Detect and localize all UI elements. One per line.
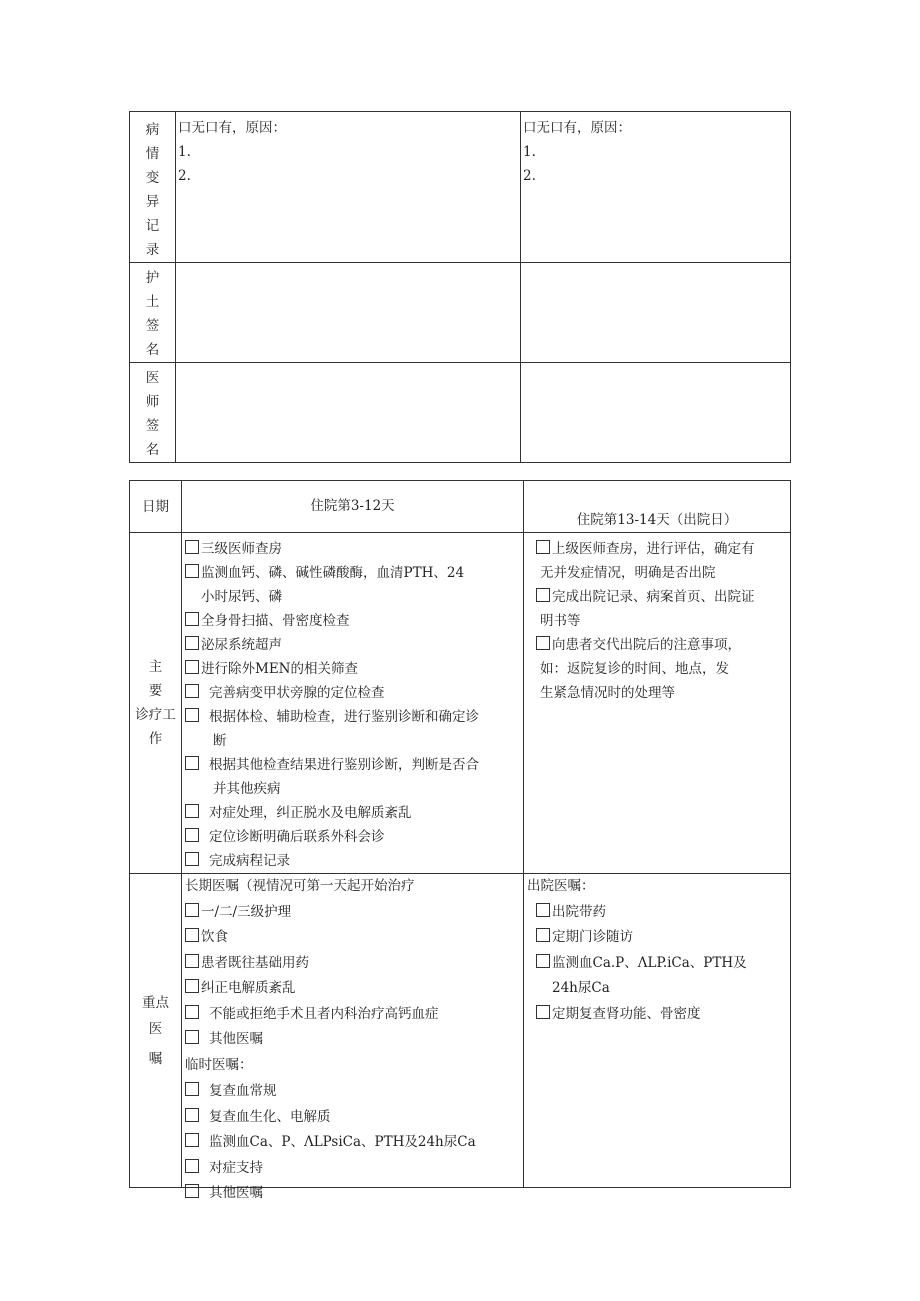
order-text: 定期门诊随访 [552, 929, 633, 945]
order-text-continuation: 24h尿Ca [552, 980, 610, 996]
checkbox-icon[interactable] [536, 540, 550, 554]
task-text: 三级医师查房 [201, 541, 282, 557]
task-text: 根据其他检查结果进行鉴别诊断，判断是否合 [209, 757, 479, 773]
checkbox-icon[interactable] [185, 1108, 199, 1122]
clinical-pathway-table [129, 480, 791, 1201]
variance-reason-2[interactable]: 2. [523, 168, 536, 184]
orders-col2 [524, 874, 791, 1188]
label-char: 嘱 [148, 1050, 163, 1067]
temporary-orders-heading: 临时医嘱： [185, 1056, 253, 1073]
task-text-continuation: 如：返院复诊的时间、地点，发 [540, 661, 729, 677]
order-item[interactable] [185, 1181, 521, 1207]
order-text: 其他医嘱 [209, 1031, 263, 1047]
order-item[interactable] [527, 1002, 788, 1028]
task-text: 向患者交代出院后的注意事项， [552, 637, 741, 653]
label-char: 重点 [142, 994, 169, 1011]
variance-cell-col1[interactable] [176, 112, 521, 263]
order-text: 监测血Ca.P、ΛLP.iCa、PTH及 [552, 954, 747, 971]
main-work-label [130, 533, 182, 874]
label-char: 师 [145, 394, 160, 410]
order-text: 患者既往基础用药 [201, 954, 309, 971]
col2-header: 住院第13-14天（出院日） [524, 481, 791, 533]
main-work-col2 [524, 533, 791, 874]
order-text: 纠正电解质紊乱 [201, 980, 296, 996]
order-text: 不能或拒绝手术且者内科治疗高钙血症 [209, 1005, 439, 1022]
task-text: 完成病程记录 [209, 853, 290, 869]
task-text: 根据体检、辅助检查，进行鉴别诊断和确定诊 [209, 709, 479, 725]
date-label: 日期 [130, 481, 182, 533]
label-char: 要 [148, 683, 163, 699]
order-text: 监测血Ca、P、ΛLPsiCa、PTH及24h尿Ca [209, 1134, 476, 1150]
task-text-continuation: 明书等 [540, 613, 581, 629]
checkbox-icon[interactable] [536, 588, 550, 602]
label-char: 诊疗工 [135, 707, 176, 723]
task-text: 上级医师查房，进行评估，确定有 [552, 541, 755, 557]
checkbox-icon[interactable] [185, 612, 199, 626]
checkbox-icon[interactable] [185, 564, 199, 578]
label-char: 主 [148, 659, 163, 675]
task-item[interactable] [185, 825, 521, 849]
variance-reason-1[interactable]: 1. [178, 144, 191, 160]
checkbox-icon[interactable] [185, 540, 199, 554]
nurse-signature-col2[interactable] [521, 263, 791, 363]
task-text: 进行除外MEN的相关筛查 [201, 661, 358, 677]
checkbox-icon[interactable] [185, 979, 199, 993]
label-char: 病 [145, 122, 160, 138]
checkbox-icon[interactable] [185, 1082, 199, 1096]
order-item[interactable] [185, 1002, 521, 1028]
task-item[interactable] [536, 537, 788, 561]
checkbox-icon[interactable] [185, 804, 199, 818]
task-text: 泌尿系统超声 [201, 637, 282, 653]
task-item[interactable] [536, 633, 788, 657]
doctor-signature-label [130, 363, 176, 463]
label-char: 变 [145, 170, 160, 186]
checkbox-icon[interactable] [185, 708, 199, 722]
variance-cell-col2[interactable] [521, 112, 791, 263]
task-text: 全身骨扫描、骨密度检查 [201, 613, 350, 629]
task-item[interactable] [185, 753, 521, 777]
order-item[interactable] [185, 1079, 521, 1105]
order-item[interactable] [185, 951, 521, 977]
order-item[interactable] [527, 951, 788, 977]
label-char: 护 [145, 270, 160, 286]
task-item[interactable] [185, 609, 521, 633]
label-char: 异 [145, 194, 160, 210]
label-char: 录 [145, 242, 160, 258]
main-work-col1 [182, 533, 524, 874]
order-text: 其他医嘱 [209, 1185, 263, 1201]
order-item[interactable] [185, 1027, 521, 1053]
label-char: 记 [145, 218, 160, 234]
order-text: 饮食 [201, 929, 228, 945]
col1-header: 住院第3-12天 [182, 481, 524, 533]
checkbox-icon[interactable] [185, 852, 199, 866]
discharge-orders-heading: 出院医嘱： [527, 878, 595, 894]
order-text: 复查血生化、电解质 [209, 1108, 331, 1125]
checkbox-icon[interactable] [185, 903, 199, 917]
order-item[interactable] [185, 925, 521, 951]
task-item[interactable] [185, 537, 521, 561]
task-text-continuation: 生紧急情况时的处理等 [540, 685, 675, 701]
orders-col1 [182, 874, 524, 1201]
task-item[interactable] [185, 801, 521, 825]
nurse-signature-label [130, 263, 176, 363]
checkbox-icon[interactable] [185, 684, 199, 698]
label-char: 名 [145, 342, 160, 358]
long-term-orders-heading: 长期医嘱（视情况可第一天起开始治疗 [185, 878, 415, 894]
variance-reason-1[interactable]: 1. [523, 144, 536, 160]
label-char: 医 [145, 370, 160, 386]
order-text: 对症支持 [209, 1159, 263, 1176]
order-text: 出院带药 [552, 903, 606, 920]
label-char: 签 [145, 318, 160, 334]
variance-signature-table [129, 111, 791, 463]
doctor-signature-col2[interactable] [521, 363, 791, 463]
task-text: 完善病变甲状旁腺的定位检查 [209, 685, 385, 701]
label-char: 名 [145, 442, 160, 458]
order-item[interactable] [527, 925, 788, 951]
task-text-continuation: 无并发症情况，明确是否出院 [540, 565, 716, 581]
checkbox-icon[interactable] [185, 1133, 199, 1147]
checkbox-icon[interactable] [185, 954, 199, 968]
task-item[interactable] [185, 705, 521, 729]
label-char: 作 [148, 731, 163, 747]
task-text-continuation: 断 [213, 733, 227, 749]
checkbox-icon[interactable] [536, 903, 550, 917]
checkbox-icon[interactable] [185, 828, 199, 842]
nurse-signature-col1[interactable] [176, 263, 521, 363]
variance-record-label [130, 112, 176, 263]
checkbox-icon[interactable] [185, 660, 199, 674]
task-item[interactable] [185, 561, 521, 585]
checkbox-icon[interactable] [185, 928, 199, 942]
task-text: 定位诊断明确后联系外科会诊 [209, 829, 385, 845]
order-text: 一/二/三级护理 [201, 903, 292, 920]
order-item[interactable] [185, 900, 521, 926]
order-item[interactable] [185, 1156, 521, 1182]
label-char: 土 [145, 294, 160, 310]
variance-reason-2[interactable]: 2. [178, 168, 191, 184]
variance-option[interactable]: 口无口有，原因： [178, 120, 286, 136]
key-orders-label [130, 874, 182, 1188]
variance-option[interactable]: 口无口有，原因： [523, 120, 631, 136]
task-text-continuation: 小时尿钙、磷 [201, 589, 282, 605]
task-text: 对症处理，纠正脱水及电解质紊乱 [209, 805, 412, 821]
checkbox-icon[interactable] [185, 1005, 199, 1019]
task-item[interactable] [185, 849, 521, 873]
task-item[interactable] [185, 657, 521, 681]
checkbox-icon[interactable] [536, 954, 550, 968]
checkbox-icon[interactable] [536, 1005, 550, 1019]
checkbox-icon[interactable] [185, 756, 199, 770]
task-item[interactable] [185, 681, 521, 705]
order-item[interactable] [527, 900, 788, 926]
label-char: 医 [148, 1020, 163, 1037]
order-item[interactable] [185, 1130, 521, 1156]
task-text: 完成出院记录、病案首页、出院证 [552, 589, 755, 605]
task-item[interactable] [185, 633, 521, 657]
order-item[interactable] [185, 1105, 521, 1131]
task-text: 监测血钙、磷、碱性磷酸酶，血清PTH、24 [201, 565, 465, 581]
task-item[interactable] [536, 585, 788, 609]
label-char: 签 [145, 418, 160, 434]
checkbox-icon[interactable] [185, 1030, 199, 1044]
task-text-continuation: 并其他疾病 [213, 781, 281, 797]
label-char: 情 [145, 146, 160, 162]
order-text: 定期复查肾功能、骨密度 [552, 1005, 701, 1022]
checkbox-icon[interactable] [536, 928, 550, 942]
order-item[interactable] [185, 976, 521, 1002]
checkbox-icon[interactable] [185, 636, 199, 650]
checkbox-icon[interactable] [185, 1159, 199, 1173]
order-text: 复查血常规 [209, 1083, 277, 1099]
checkbox-icon[interactable] [536, 636, 550, 650]
checkbox-icon[interactable] [185, 1184, 199, 1198]
doctor-signature-col1[interactable] [176, 363, 521, 463]
